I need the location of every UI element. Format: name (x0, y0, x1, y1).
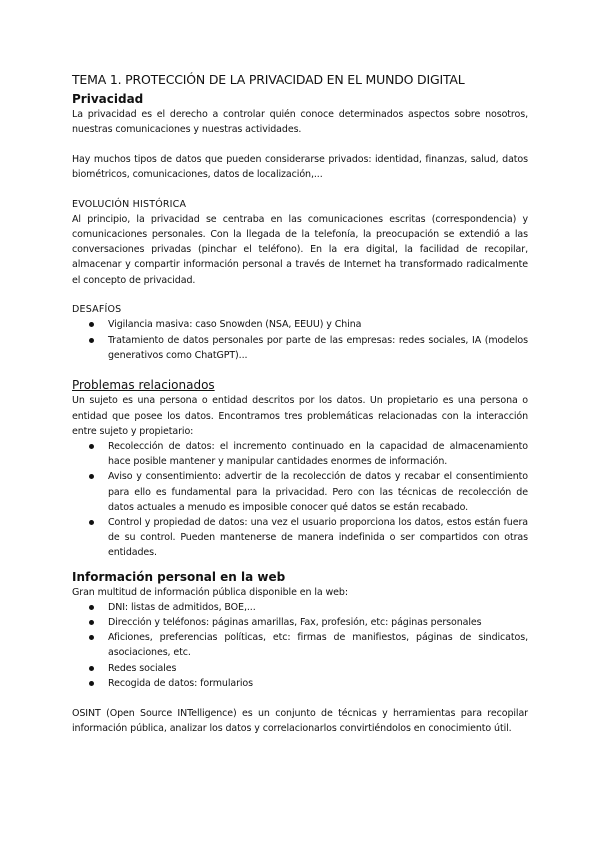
heading-evolucion-historica: EVOLUCIÓN HISTÓRICA (72, 198, 187, 210)
paragraph-private-data-types: Hay muchos tipos de datos que pueden considerarse privados: identidad, finanzas, salud, datos biométricos, comunicaciones, datos de localización,... (72, 153, 528, 181)
list-item: Control y propiedad de datos: una vez el usuario proporciona los datos, estos están fuera de su control. Pueden mantenerse de manera indefinida o ser compartidos con otras entidades. (108, 515, 528, 561)
list-item: Recolección de datos: el incremento continuado en la capacidad de almacenamiento hace posible mantener y manipular cantidades enormes de información. (108, 439, 528, 469)
list-desafios (72, 317, 528, 363)
list-item: Recogida de datos: formularios (108, 676, 528, 691)
heading-informacion-personal-web: Información personal en la web (72, 569, 286, 584)
paragraph-problemas-intro: Un sujeto es una persona o entidad descritos por los datos. Un propietario es una persona o entidad que posee los datos. Encontramos tres problemáticas relacionadas con la interacción entre sujeto y propietario: (72, 395, 528, 437)
heading-desafios: DESAFÍOS (72, 304, 122, 316)
paragraph-info-web-intro: Gran multitud de información pública disponible en la web: (72, 586, 348, 598)
document-page (72, 72, 528, 736)
document-title: TEMA 1. PROTECCIÓN DE LA PRIVACIDAD EN EL MUNDO DIGITAL (72, 72, 465, 87)
list-item: Vigilancia masiva: caso Snowden (NSA, EEUU) y China (108, 317, 528, 332)
list-item: Tratamiento de datos personales por parte de las empresas: redes sociales, IA (modelos generativos como ChatGPT)... (108, 333, 528, 363)
list-item: Redes sociales (108, 661, 528, 676)
list-item: Aviso y consentimiento: advertir de la recolección de datos y recabar el consentimiento para ello es fundamental para la privacidad. Pero con las técnicas de recolección de datos actuales a menudo es imposible conocer qué datos se están recabado. (108, 469, 528, 515)
heading-problemas-relacionados: Problemas relacionados (72, 378, 215, 393)
paragraph-evolucion: Al principio, la privacidad se centraba en las comunicaciones escritas (correspondencia) y comunicaciones personales. Con la llegada de la telefonía, la preocupación se extendió a las conversaciones privadas (pinchar el teléfono). En la era digital, la facilidad de recopilar, almacenar y compartir información personal a través de Internet ha transformado radicalmente el concepto de privacidad. (72, 213, 528, 286)
list-item: Dirección y teléfonos: páginas amarillas, Fax, profesión, etc: páginas personales (108, 615, 528, 630)
list-info-web (72, 600, 528, 691)
list-problemas (72, 439, 528, 561)
heading-privacidad: Privacidad (72, 92, 144, 106)
list-item: Aficiones, preferencias políticas, etc: firmas de manifiestos, páginas de sindicatos, asociaciones, etc. (108, 630, 528, 660)
list-item: DNI: listas de admitidos, BOE,... (108, 600, 528, 615)
paragraph-osint: OSINT (Open Source INTelligence) es un conjunto de técnicas y herramientas para recopilar información pública, analizar los datos y correlacionarlos convirtiéndolos en conocimiento útil. (72, 707, 528, 734)
paragraph-privacidad-definition: La privacidad es el derecho a controlar quién conoce determinados aspectos sobre nosotros, nuestras comunicaciones y nuestras actividades. (72, 109, 528, 136)
